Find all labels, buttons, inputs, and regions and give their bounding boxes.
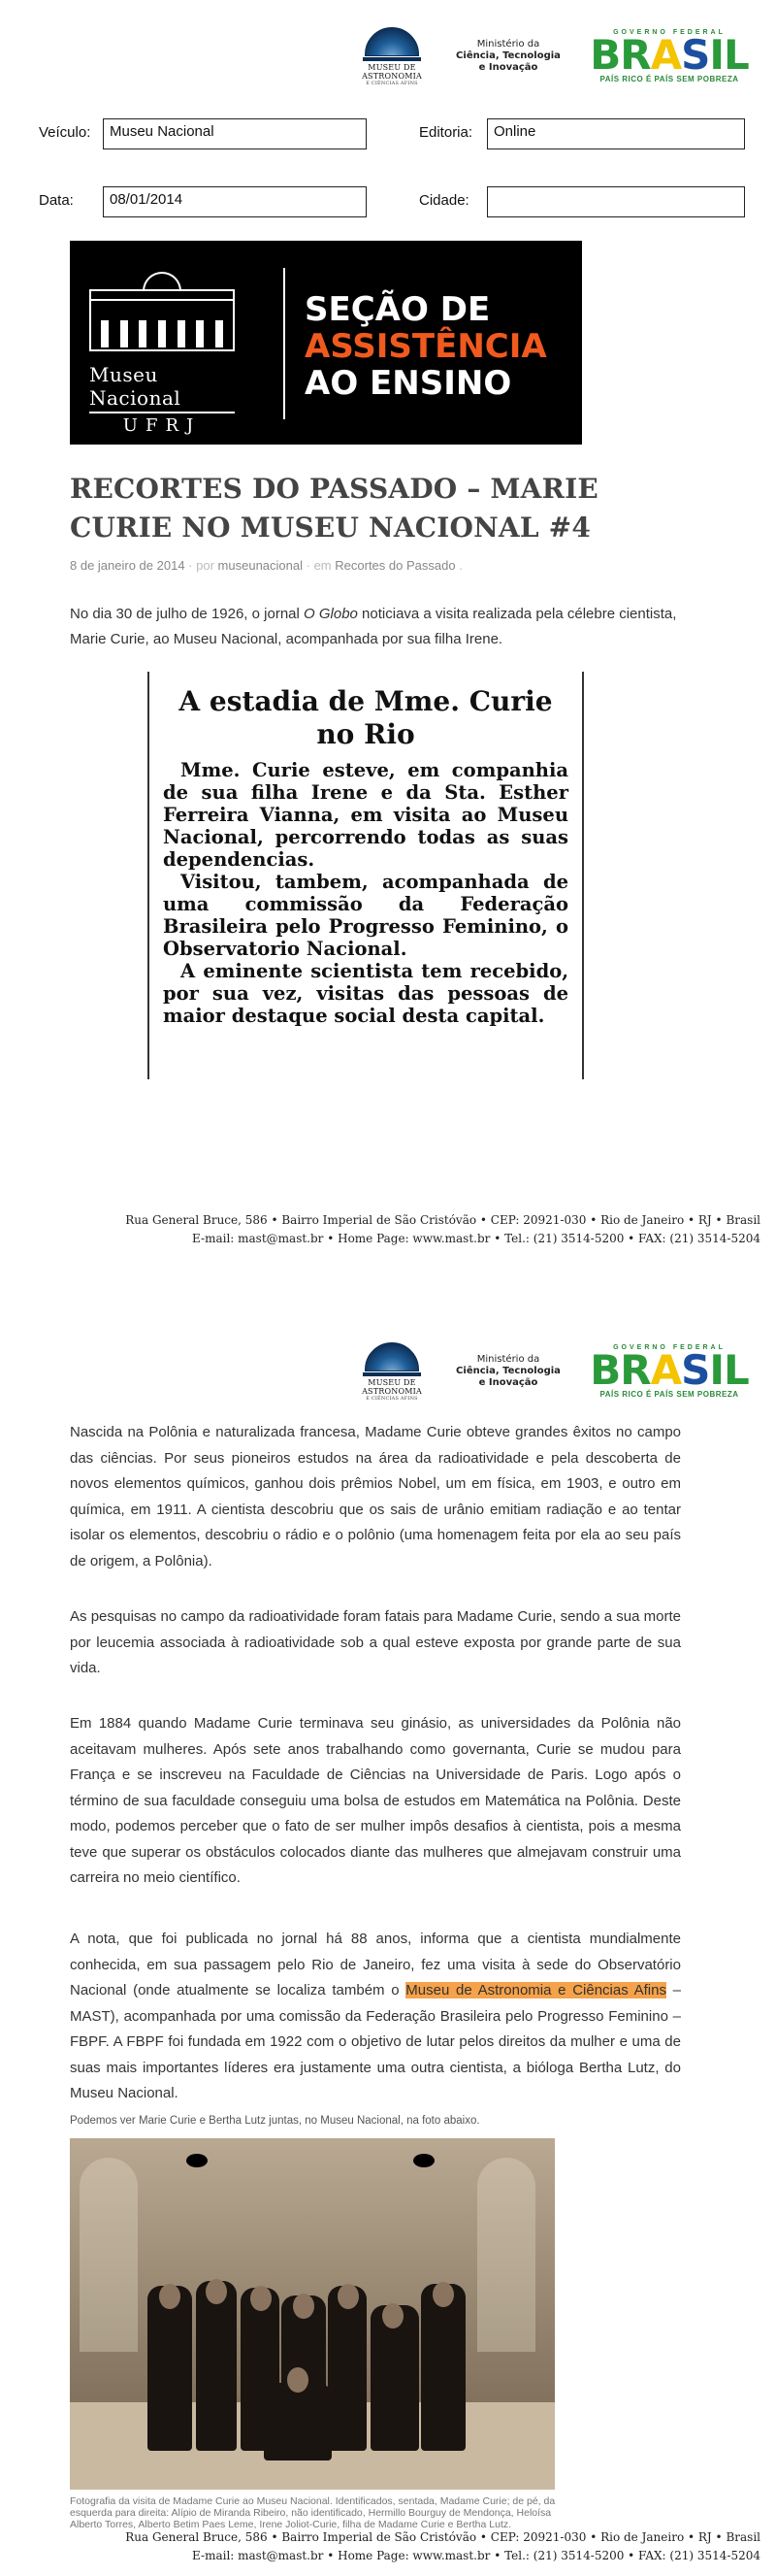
footer-address: Rua General Bruce, 586 • Bairro Imperial de São Cristóvão • CEP: 20921-030 • Rio de Janeiro • RJ • Brasil xyxy=(125,1213,760,1227)
meta-em: em xyxy=(313,558,332,573)
article-meta: 8 de janeiro de 2014 · por museunacional · em Recortes do Passado . xyxy=(70,558,463,573)
observatory-dome-icon xyxy=(365,1342,419,1371)
museu-nacional-logo xyxy=(89,289,244,436)
newspaper-clipping xyxy=(147,672,584,1079)
meta-por: por xyxy=(196,558,214,573)
veiculo-field[interactable]: Museu Nacional xyxy=(103,118,367,149)
article-date: 8 de janeiro de 2014 xyxy=(70,558,185,573)
secao-line3: AO ENSINO xyxy=(305,364,512,403)
mast-link[interactable]: Museu de Astronomia e Ciências Afins xyxy=(405,1982,666,1998)
body-para-1: Nascida na Polônia e naturalizada francesa, Madame Curie obteve grandes êxitos no campo das ciências. Por seus pioneiros estudos na área da radioatividade e pela descoberta de novos elementos químicos, ganhou dois prêmios Nobel, um em física, em 1903, e outro em química, em 1911. A cientista descobriu que os sais de urânio emitiam radiação e ao tentar isolar os elementos, descobriu o rádio e o polônio (uma homenagem feita por ela ao seu país de origem, a Polônia). xyxy=(70,1424,681,1569)
article-category[interactable]: Recortes do Passado xyxy=(335,558,456,573)
brasil-logo-p2: GOVERNO FEDERAL BRASIL PAÍS RICO É PAÍS SEM POBREZA xyxy=(590,1344,749,1399)
observatory-dome-icon xyxy=(365,27,419,56)
veiculo-label: Veículo: xyxy=(39,124,91,141)
secao-banner xyxy=(70,241,582,445)
body-para-4: A nota, que foi publicada no jornal há 88 anos, informa que a cientista mundialmente conhecida, em sua passagem pelo Rio de Janeiro, fez uma visita à sede do Observatório Nacional (onde atualmente se localiza também o Museu de Astronomia e Ciências Afins – MAST), acompanhada por uma comissão da Federação Brasileira pelo Progresso Feminino – FBPF. A FBPF foi fundada em 1922 com o objetivo de lutar pelos direitos da mulher e uma de suas mais importantes líderes era justamente uma outra cientista, a bióloga Bertha Lutz, do Museu Nacional. xyxy=(70,1931,682,2101)
body-para-2: As pesquisas no campo da radioatividade foram fatais para Madame Curie, sendo a sua morte por leucemia associada à radioatividade sob a qual esteve exposta por grande parte de sua vida. xyxy=(70,1608,681,1676)
mast-logo xyxy=(357,27,427,89)
governo-federal-label: GOVERNO FEDERAL xyxy=(613,29,726,36)
clipping-para1: Mme. Curie esteve, em companhia de sua filha Irene e da Sta. Esther Ferreira Vianna, em visita ao Museu Nacional, percorrendo todas as suas dependencias. xyxy=(163,759,568,871)
footer-contact: E-mail: mast@mast.br • Home Page: www.mast.br • Tel.: (21) 3514-5200 • FAX: (21) 3514-5204 xyxy=(192,1232,760,1245)
header-logos xyxy=(357,27,764,89)
cidade-label: Cidade: xyxy=(419,192,469,209)
clipping-para3: A eminente scientista tem recebido, por sua vez, visitas das pessoas de maior destaque social desta capital. xyxy=(163,960,568,1027)
secao-line2: ASSISTÊNCIA xyxy=(305,327,547,366)
clipping-para2: Visitou, tambem, acompanhada de uma commissão da Federação Brasileira pelo Progresso Feminino, o Observatorio Nacional. xyxy=(163,871,568,960)
ministerio-line3: e Inovação xyxy=(478,62,538,73)
clipping-headline: A estadia de Mme. Curie no Rio xyxy=(178,685,553,750)
article-title: RECORTES DO PASSADO – MARIE CURIE NO MUSEU NACIONAL #4 xyxy=(70,473,598,544)
mast-logo-p2: MUSEU DE ASTRONOMIA E CIÊNCIAS AFINS xyxy=(357,1342,427,1404)
brasil-logo xyxy=(582,29,757,87)
page1-footer xyxy=(125,1211,760,1248)
article-author[interactable]: museunacional xyxy=(217,558,303,573)
brasil-wordmark: BRASIL xyxy=(590,31,749,79)
mast-logo-line2: ASTRONOMIA xyxy=(362,72,422,81)
clipping-body xyxy=(163,759,568,1027)
curie-visit-photo xyxy=(70,2138,555,2490)
data-field[interactable]: 08/01/2014 xyxy=(103,186,367,217)
ministerio-logo-p2: Ministério da Ciência, Tecnologia e Inovação xyxy=(456,1354,561,1388)
mast-logo-line1: MUSEU DE xyxy=(368,63,416,72)
cidade-field[interactable] xyxy=(487,186,745,217)
body-para-3: Em 1884 quando Madame Curie terminava seu ginásio, as universidades da Polônia não aceitavam mulheres. Após sete anos trabalhando como governanta, Curie se mudou para França e se inscreveu na Faculdade de Ciências na Universidade de Paris. Logo após o término de sua faculdade conseguiu uma bolsa de estudos em Matemática na Polônia. Deste modo, podemos perceber que o fato de ser mulher impôs desafios à cientista, pois a mesma teve que superar os obstáculos colocados diante das mulheres que almejavam construir uma carreira no meio científico. xyxy=(70,1715,681,1886)
photo-caption-top: Podemos ver Marie Curie e Bertha Lutz juntas, no Museu Nacional, na foto abaixo. xyxy=(70,2115,480,2127)
article-intro: No dia 30 de julho de 1926, o jornal O Globo noticiava a visita realizada pela célebre cientista, Marie Curie, ao Museu Nacional, acompanhada por sua filha Irene. xyxy=(70,606,677,647)
header-logos-p2 xyxy=(357,1342,764,1404)
ministerio-line1: Ministério da xyxy=(476,39,540,50)
page-2 xyxy=(0,1288,776,2576)
mast-logo-line3: E CIÊNCIAS AFINS xyxy=(366,81,418,86)
editoria-field[interactable]: Online xyxy=(487,118,745,149)
brasil-tagline: PAÍS RICO É PAÍS SEM POBREZA xyxy=(599,75,739,83)
ufrj-label: UFRJ xyxy=(122,415,202,436)
secao-title xyxy=(305,291,547,402)
editoria-label: Editoria: xyxy=(419,124,473,141)
museum-building-icon xyxy=(89,289,235,355)
museu-name: Museu Nacional xyxy=(89,363,181,410)
photo-caption-bottom: Fotografia da visita de Madame Curie ao Museu Nacional. Identificados, sentada, Madame Curie; de pé, da esquerda para direita: Alípio de Miranda Ribeiro, não identificado, Hermillo Bourguy de Mendonça, Heloísa Alberto Torres, Alberto Betim Paes Leme, Irene Joliot-Curie, filha de Madame Curie e Bertha Lutz. xyxy=(70,2495,556,2530)
newspaper-name: O Globo xyxy=(304,606,358,622)
ministerio-logo xyxy=(450,39,566,74)
page2-footer: Rua General Bruce, 586 • Bairro Imperial de São Cristóvão • CEP: 20921-030 • Rio de Janeiro • RJ • Brasil E-mail: mast@mast.br • Home Page: www.mast.br • Tel.: (21) 3514-5200 • FAX: (21) 3514-5204 xyxy=(125,2530,760,2562)
ministerio-line2: Ciência, Tecnologia xyxy=(456,50,561,61)
banner-divider xyxy=(283,268,285,419)
secao-line1: SEÇÃO DE xyxy=(305,290,491,329)
data-label: Data: xyxy=(39,192,74,209)
